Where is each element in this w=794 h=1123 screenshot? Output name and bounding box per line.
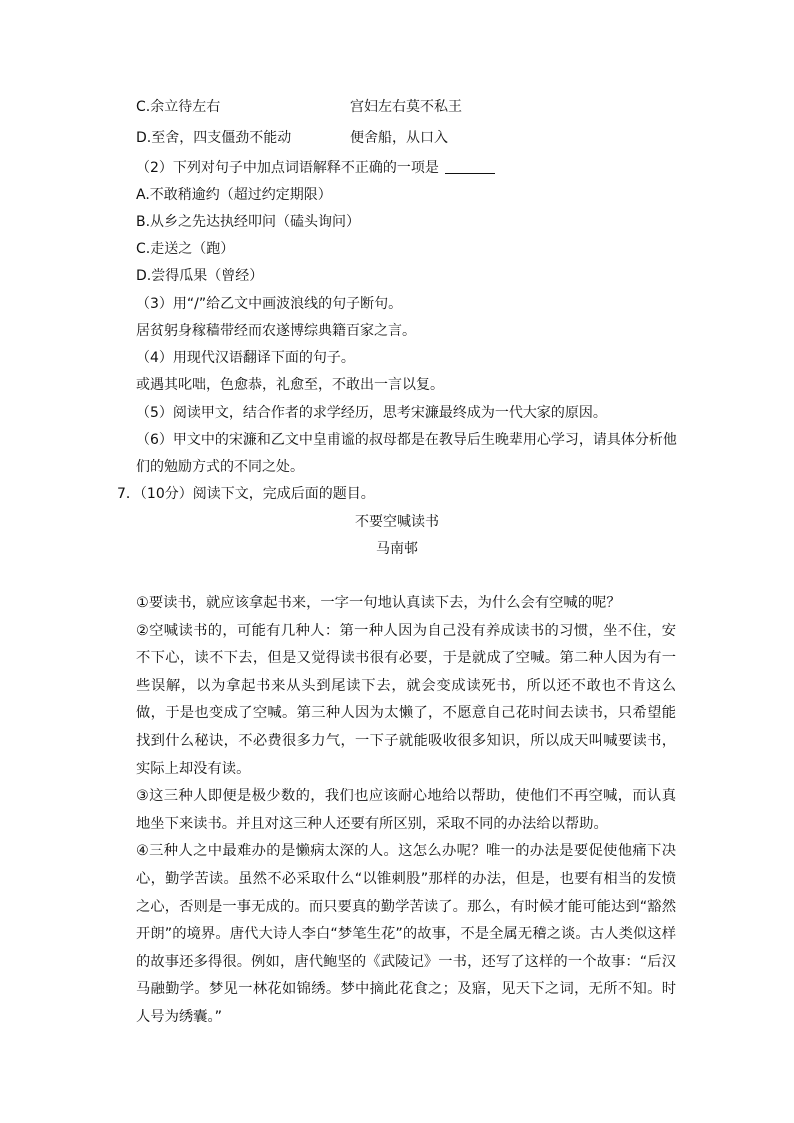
paragraph-1: ①要读书，就应该拿起书来，一字一句地认真读下去，为什么会有空喊的呢？ bbox=[136, 595, 621, 611]
question-part-4: （4）用现代汉语翻译下面的句子。 bbox=[136, 350, 355, 366]
question-part-2 bbox=[136, 158, 495, 178]
question-part-3-sentence: 居贫躬身稼穑带经而农遂博综典籍百家之言。 bbox=[136, 323, 416, 339]
article-body bbox=[136, 590, 676, 1032]
question-part-4-sentence: 或遇其叱咄，色愈恭，礼愈至，不敢出一言以复。 bbox=[136, 377, 444, 393]
question-part-6-line2: 们的勉励方式的不同之处。 bbox=[136, 459, 304, 475]
part2-option-b: B.从乡之先达执经叩问（磕头询问） bbox=[136, 214, 361, 230]
question-part-5: （5）阅读甲文，结合作者的求学经历，思考宋濂最终成为一代大家的原因。 bbox=[136, 405, 607, 421]
part2-option-a: A.不敢稍逾约（超过约定期限） bbox=[136, 187, 332, 203]
article-title: 不要空喊读书 bbox=[355, 514, 439, 530]
option-c-right: 宫妇左右莫不私王 bbox=[350, 99, 462, 115]
article-author: 马南邨 bbox=[376, 541, 418, 557]
question-part-2-text: （2）下列对句子中加点词语解释不正确的一项是 bbox=[136, 160, 439, 176]
paragraph-4: ④三种人之中最难办的是懒病太深的人。这怎么办呢？唯一的办法是要促使他痛下决心，勤学苦读。虽然不必采取什么“以锥刺股”那样的办法，但是，也要有相当的发愤之心，否则是一事无成的。而只要真的勤学苦读了。那么，有时候才能可能达到“豁然开朗”的境界。唐代大诗人李白“梦笔生花”的故事，不是全属无稽之谈。古人类似这样的故事还多得很。例如，唐代鲍坚的《武陵记》一书，还写了这样的一个故事：“后汉马融勤学。梦见一林花如锦绣。梦中摘此花食之；及寤，见天下之词，无所不知。时人号为绣囊。” bbox=[136, 843, 676, 1025]
answer-blank bbox=[445, 159, 495, 174]
question-7-heading: 7．（10分）阅读下文，完成后面的题目。 bbox=[117, 486, 375, 502]
option-d-left: D.至舍，四支僵劲不能动 bbox=[136, 130, 292, 146]
paragraph-2: ②空喊读书的，可能有几种人：第一种人因为自己没有养成读书的习惯，坐不住，安不下心，读不下去，但是又觉得读书很有必要，于是就成了空喊。第二种人因为有一些误解，以为拿起书来从头到尾读下去，就会变成读死书，所以还不敢也不肯这么做，于是也变成了空喊。第三种人因为太懒了，不愿意自己花时间去读书，只希望能找到什么秘诀，不必费很多力气，一下子就能吸收很多知识，所以成天叫喊要读书，实际上却没有读。 bbox=[136, 622, 676, 777]
option-c-left: C.余立待左右 bbox=[136, 99, 221, 115]
question-part-3: （3）用“/”给乙文中画波浪线的句子断句。 bbox=[136, 296, 403, 312]
part2-option-c: C.走送之（跑） bbox=[136, 241, 235, 257]
part2-option-d: D.尝得瓜果（曾经） bbox=[136, 268, 264, 284]
paragraph-3: ③这三种人即便是极少数的，我们也应该耐心地给以帮助，使他们不再空喊，而认真地坐下来读书。并且对这三种人还要有所区别，采取不同的办法给以帮助。 bbox=[136, 788, 676, 832]
question-part-6-line1: （6）甲文中的宋濂和乙文中皇甫谧的叔母都是在教导后生晚辈用心学习，请具体分析他 bbox=[136, 432, 677, 448]
option-d-right: 便舍船，从口入 bbox=[350, 130, 448, 146]
